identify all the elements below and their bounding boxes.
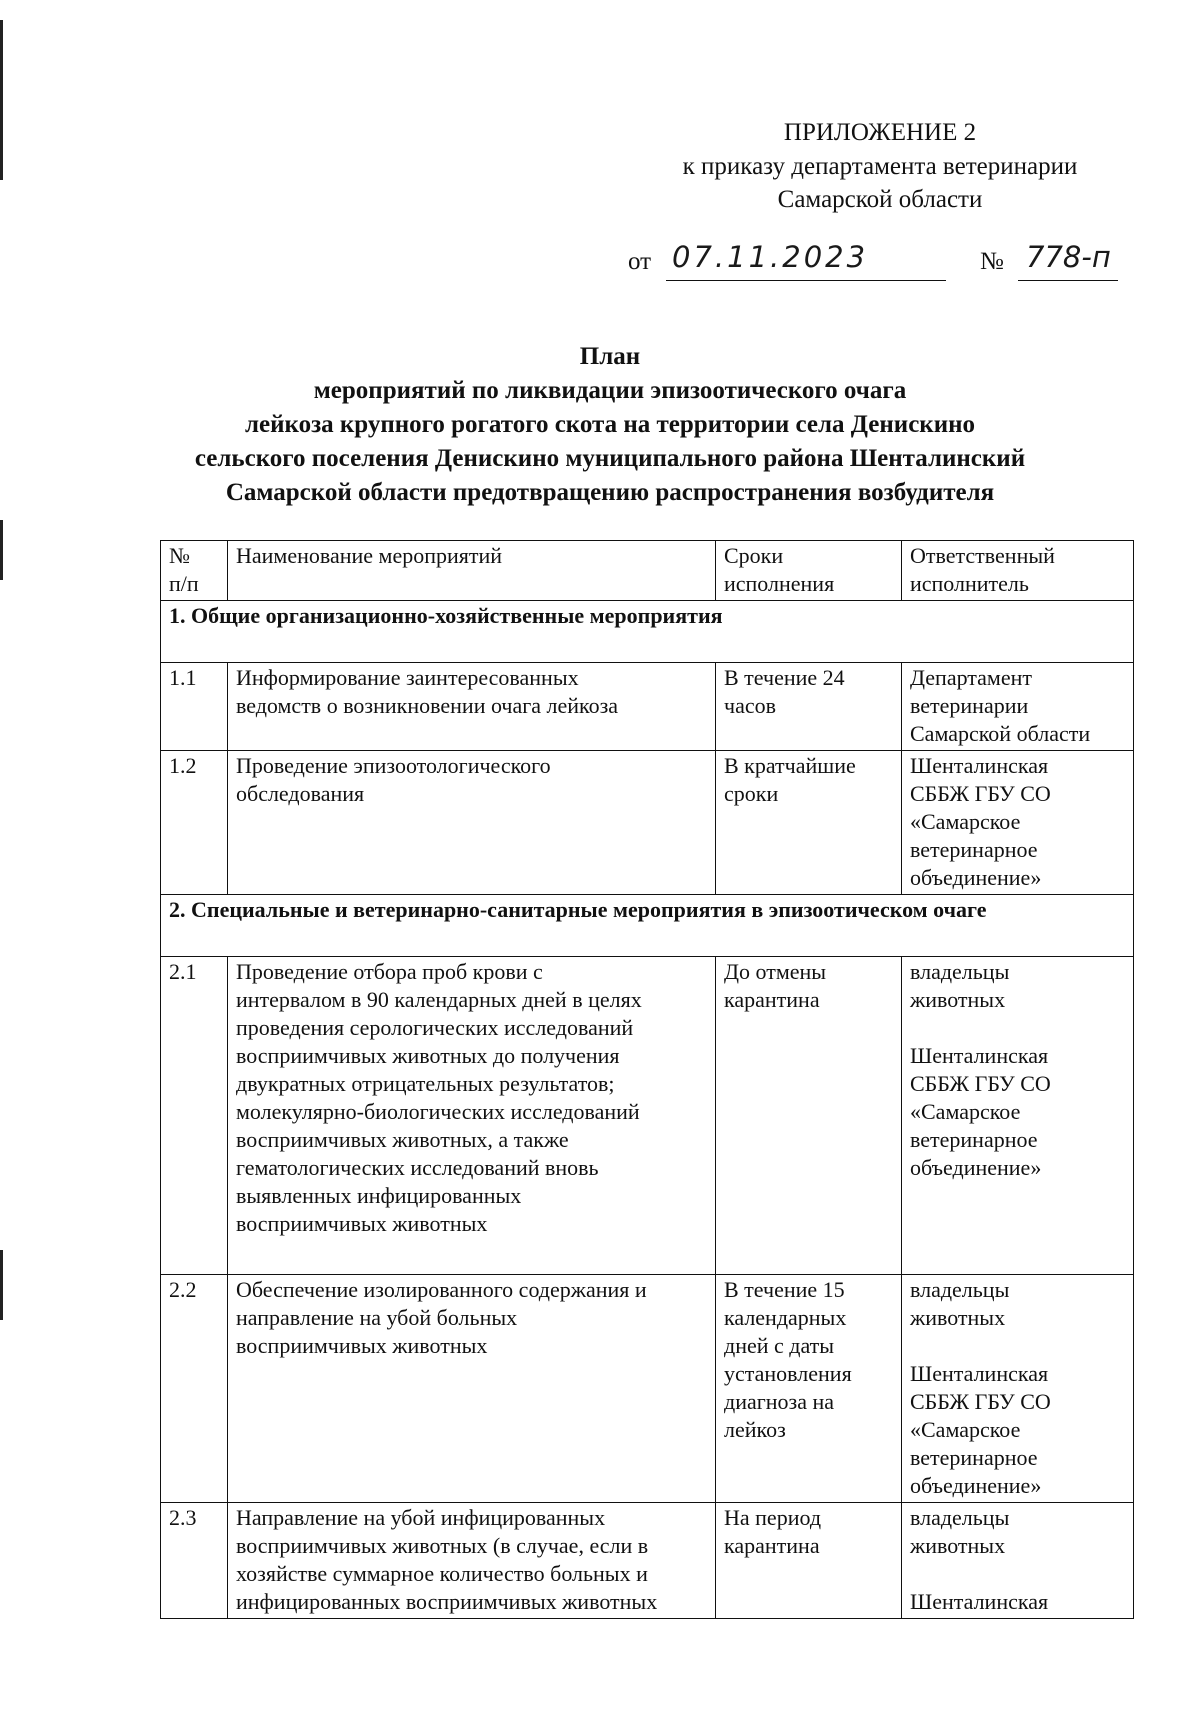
row-term: До отмены карантина bbox=[716, 957, 902, 1275]
row-num: 1.1 bbox=[161, 663, 228, 751]
scan-edge-mark bbox=[0, 1250, 3, 1320]
row-num: 2.1 bbox=[161, 957, 228, 1275]
scan-edge-mark bbox=[0, 20, 3, 180]
row-name: Информирование заинтересованных ведомств о возникновении очага лейкоза bbox=[228, 663, 716, 751]
handwritten-order-number: 778-п bbox=[1026, 240, 1111, 274]
header-term: Сроки исполнения bbox=[716, 541, 902, 601]
title-line: сельского поселения Денискино муниципального района Шенталинский bbox=[194, 445, 1026, 472]
title-line: мероприятий по ликвидации эпизоотического очага bbox=[313, 377, 907, 404]
plan-table bbox=[160, 540, 1134, 1619]
table-row bbox=[161, 1275, 1134, 1503]
order-date-number-line bbox=[628, 240, 1168, 284]
table-header-row bbox=[161, 541, 1134, 601]
section-row-2 bbox=[161, 895, 1134, 957]
row-num: 2.3 bbox=[161, 1503, 228, 1619]
row-name: Проведение эпизоотологического обследования bbox=[228, 751, 716, 895]
header-responsible: Ответственный исполнитель bbox=[902, 541, 1134, 601]
row-responsible: владельцы животных Шенталинская bbox=[902, 1503, 1134, 1619]
appendix-label: ПРИЛОЖЕНИЕ 2 bbox=[783, 119, 977, 146]
table-row bbox=[161, 751, 1134, 895]
appendix-region: Самарской области bbox=[777, 186, 983, 213]
section-title: 2. Специальные и ветеринарно-санитарные мероприятия в эпизоотическом очаге bbox=[161, 895, 1134, 957]
document-title bbox=[110, 340, 1110, 510]
section-row-1 bbox=[161, 601, 1134, 663]
section-title: 1. Общие организационно-хозяйственные мероприятия bbox=[161, 601, 1134, 663]
row-term: В кратчайшие сроки bbox=[716, 751, 902, 895]
title-line: лейкоза крупного рогатого скота на территории села Денискино bbox=[244, 411, 976, 438]
row-term: На период карантина bbox=[716, 1503, 902, 1619]
table-row bbox=[161, 663, 1134, 751]
header-name: Наименование мероприятий bbox=[228, 541, 716, 601]
row-responsible: владельцы животных Шенталинская СББЖ ГБУ СО «Самарское ветеринарное объединение» bbox=[902, 1275, 1134, 1503]
row-name: Направление на убой инфицированных восприимчивых животных (в случае, если в хозяйстве суммарное количество больных и инфицированных восприимчивых животных bbox=[228, 1503, 716, 1619]
row-responsible: Департамент ветеринарии Самарской области bbox=[902, 663, 1134, 751]
header-num: № п/п bbox=[161, 541, 228, 601]
row-term: В течение 24 часов bbox=[716, 663, 902, 751]
from-label: от bbox=[628, 248, 652, 275]
handwritten-date: 07.11.2023 bbox=[672, 240, 869, 274]
row-responsible: Шенталинская СББЖ ГБУ СО «Самарское ветеринарное объединение» bbox=[902, 751, 1134, 895]
row-term: В течение 15 календарных дней с даты установления диагноза на лейкоз bbox=[716, 1275, 902, 1503]
table-row bbox=[161, 1503, 1134, 1619]
row-num: 2.2 bbox=[161, 1275, 228, 1503]
table-row bbox=[161, 957, 1134, 1275]
title-line: Самарской области предотвращению распространения возбудителя bbox=[225, 479, 995, 506]
row-num: 1.2 bbox=[161, 751, 228, 895]
scan-edge-mark bbox=[0, 520, 3, 580]
row-name: Обеспечение изолированного содержания и направление на убой больных восприимчивых животных bbox=[228, 1275, 716, 1503]
number-label: № bbox=[980, 248, 1004, 275]
title-line: План bbox=[579, 343, 641, 370]
row-responsible: владельцы животных Шенталинская СББЖ ГБУ СО «Самарское ветеринарное объединение» bbox=[902, 957, 1134, 1275]
appendix-order-ref: к приказу департамента ветеринарии bbox=[682, 153, 1078, 180]
row-name: Проведение отбора проб крови с интервалом в 90 календарных дней в целях проведения серологических исследований восприимчивых животных до получения двукратных отрицательных результатов; молекулярно-биологических исследований восприимчивых животных, а также гематологических исследований вновь выявленных инфицированных восприимчивых животных bbox=[228, 957, 716, 1275]
